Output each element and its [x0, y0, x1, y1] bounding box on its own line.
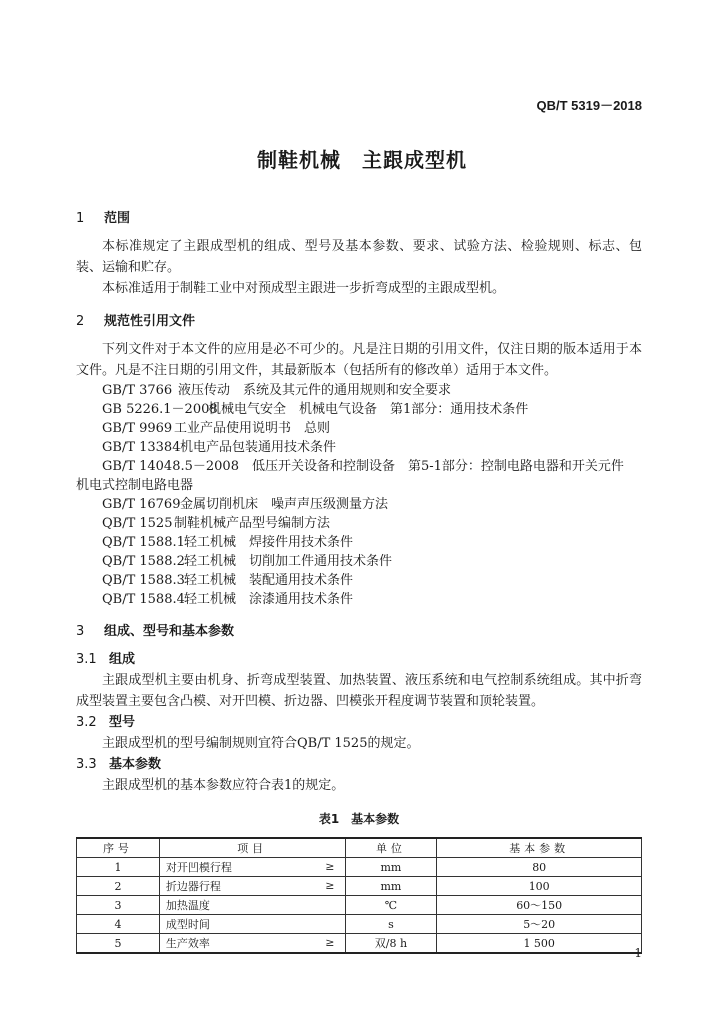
column-header-value: 基本参数	[437, 838, 642, 858]
standard-code: QB/T 5319－2018	[536, 98, 642, 113]
item-name: 折边器行程	[165, 880, 221, 893]
scope-paragraph-1: 本标准规定了主跟成型机的组成、型号及基本参数、要求、试验方法、检验规则、标志、包装、运输和贮存。	[76, 239, 642, 275]
reference-item	[76, 533, 642, 552]
cell-number: 4	[77, 915, 160, 934]
cell-item	[159, 896, 345, 915]
parameters-table	[76, 837, 642, 954]
reference-title: 低压开关设备和控制设备 第5-1部分：控制电路电器和开关元件 机电式控制电路电器	[76, 459, 637, 493]
cell-item	[159, 858, 345, 877]
section-3-3-heading	[76, 754, 642, 775]
column-header-item: 项目	[159, 838, 345, 858]
section-title: 规范性引用文件	[104, 314, 196, 329]
section-number: 3.1	[76, 652, 97, 667]
reference-title: 制鞋机械产品型号编制方法	[174, 516, 331, 531]
reference-code: QB/T 1588.3	[102, 573, 185, 588]
reference-title: 金属切削机床 噪声声压级测量方法	[180, 497, 389, 512]
cell-item	[159, 915, 345, 934]
reference-title: 机械电气安全 机械电气设备 第1部分：通用技术条件	[208, 402, 529, 417]
model-paragraph: 主跟成型机的型号编制规则宜符合QB/T 1525的规定。	[102, 736, 420, 751]
reference-title: 工业产品使用说明书 总则	[174, 421, 331, 436]
parameters-paragraph: 主跟成型机的基本参数应符合表1的规定。	[102, 778, 345, 793]
item-name: 成型时间	[165, 918, 210, 931]
reference-item	[76, 514, 642, 533]
reference-title: 轻工机械 装配通用技术条件	[184, 573, 354, 588]
reference-item	[76, 419, 642, 438]
page-number: 1	[634, 946, 642, 960]
reference-title: 机电产品包装通用技术条件	[180, 440, 337, 455]
section-title: 组成	[109, 652, 136, 667]
cell-item	[159, 877, 345, 896]
section-number: 2	[76, 314, 85, 329]
cell-value: 1 500	[437, 934, 642, 954]
reference-code: GB/T 9969	[102, 421, 173, 436]
reference-code: GB/T 14048.5－2008	[102, 459, 239, 474]
column-header-number: 序号	[77, 838, 160, 858]
reference-code: GB 5226.1－2008	[102, 402, 218, 417]
cell-item	[159, 934, 345, 954]
cell-value: 80	[437, 858, 642, 877]
reference-title: 轻工机械 焊接件用技术条件	[184, 535, 354, 550]
section-title: 型号	[109, 715, 136, 730]
reference-code: GB/T 13384	[102, 440, 181, 455]
reference-item	[76, 400, 642, 419]
item-name: 加热温度	[165, 899, 210, 912]
cell-value: 5～20	[437, 915, 642, 934]
section-2-heading	[76, 311, 642, 333]
reference-code: QB/T 1525	[102, 516, 173, 531]
item-operator: ≥	[325, 860, 335, 873]
reference-title: 轻工机械 切削加工件通用技术条件	[184, 554, 393, 569]
item-name: 生产效率	[165, 937, 210, 950]
section-3-1-heading	[76, 649, 642, 670]
cell-number: 5	[77, 934, 160, 954]
reference-code: QB/T 1588.4	[102, 592, 185, 607]
section-number: 3.2	[76, 715, 97, 730]
section-3-heading	[76, 621, 642, 643]
composition-paragraph: 主跟成型机主要由机身、折弯成型装置、加热装置、液压系统和电气控制系统组成。其中折弯成型装置主要包含凸模、对开凹模、折边器、凹模张开程度调节装置和顶轮装置。	[76, 673, 642, 709]
document-title: 制鞋机械 主跟成型机	[257, 148, 467, 172]
table-caption: 表1 基本参数	[318, 812, 400, 826]
section-number: 1	[76, 211, 85, 226]
section-title: 基本参数	[109, 757, 162, 772]
cell-unit: mm	[345, 877, 437, 896]
scope-paragraph-2: 本标准适用于制鞋工业中对预成型主跟进一步折弯成型的主跟成型机。	[102, 281, 506, 296]
section-title: 范围	[104, 211, 131, 226]
table-row	[77, 934, 642, 954]
reference-title: 液压传动 系统及其元件的通用规则和安全要求	[178, 383, 452, 398]
reference-item	[76, 590, 642, 609]
document-body	[76, 208, 642, 954]
table-row	[77, 915, 642, 934]
table-row	[77, 896, 642, 915]
cell-number: 3	[77, 896, 160, 915]
cell-unit: s	[345, 915, 437, 934]
reference-item	[76, 381, 642, 400]
item-name: 对开凹模行程	[165, 861, 232, 874]
cell-number: 1	[77, 858, 160, 877]
section-number: 3.3	[76, 757, 97, 772]
cell-number: 2	[77, 877, 160, 896]
references-intro: 下列文件对于本文件的应用是必不可少的。凡是注日期的引用文件，仅注日期的版本适用于本文件。凡是不注日期的引用文件，其最新版本（包括所有的修改单）适用于本文件。	[76, 342, 642, 378]
reference-item	[76, 552, 642, 571]
reference-item	[76, 457, 642, 495]
reference-title: 轻工机械 涂漆通用技术条件	[184, 592, 354, 607]
table-header-row	[77, 838, 642, 858]
item-operator: ≥	[325, 936, 335, 949]
reference-code: QB/T 1588.2	[102, 554, 185, 569]
reference-item	[76, 495, 642, 514]
cell-value: 60～150	[437, 896, 642, 915]
section-title: 组成、型号和基本参数	[104, 624, 235, 639]
cell-value: 100	[437, 877, 642, 896]
column-header-unit: 单位	[345, 838, 437, 858]
table-row	[77, 877, 642, 896]
cell-unit: mm	[345, 858, 437, 877]
item-operator: ≥	[325, 879, 335, 892]
reference-code: GB/T 16769	[102, 497, 181, 512]
reference-item	[76, 438, 642, 457]
cell-unit: ℃	[345, 896, 437, 915]
section-3-2-heading	[76, 712, 642, 733]
table-row	[77, 858, 642, 877]
reference-code: GB/T 3766	[102, 383, 173, 398]
section-1-heading	[76, 208, 642, 230]
section-number: 3	[76, 624, 85, 639]
cell-unit: 双/8 h	[345, 934, 437, 954]
reference-code: QB/T 1588.1	[102, 535, 185, 550]
reference-item	[76, 571, 642, 590]
